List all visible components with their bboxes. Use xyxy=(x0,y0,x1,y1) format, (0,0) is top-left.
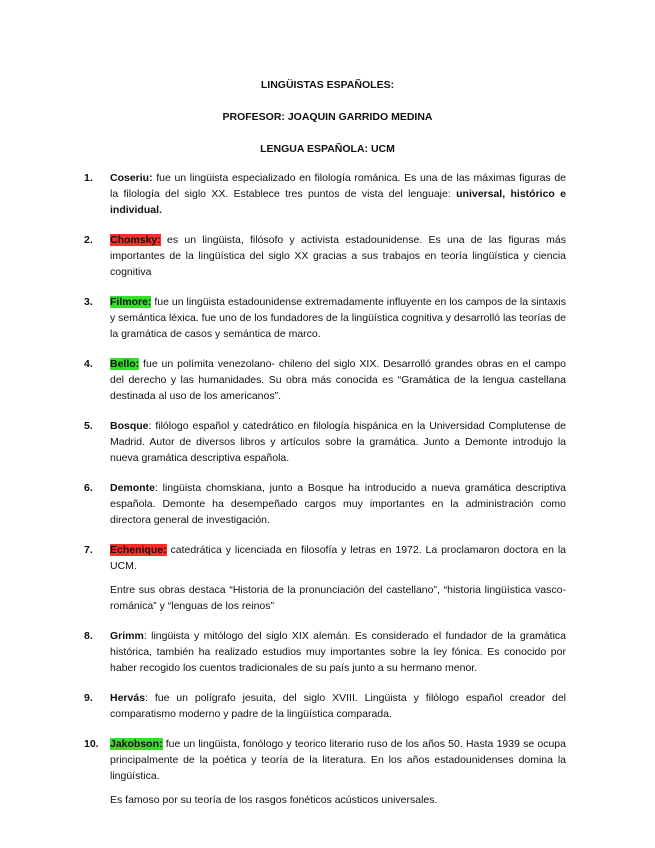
item-number: 6. xyxy=(84,482,93,494)
list-item xyxy=(84,628,566,676)
item-text: fue un polímita venezolano- chileno del siglo XIX. Desarrolló grandes obras en el campo del derecho y las humanidades. Su obra más conocida es “Gramática de la lengua castellana destinada al uso de los americanos”. xyxy=(110,358,566,402)
item-number: 2. xyxy=(84,234,93,246)
list-item xyxy=(84,542,566,614)
item-number: 1. xyxy=(84,172,93,184)
linguist-name: Chomsky: xyxy=(110,234,161,246)
linguist-name: Grimm xyxy=(110,630,144,642)
header-professor: PROFESOR: JOAQUIN GARRIDO MEDINA xyxy=(222,111,433,123)
header-title: LINGÜISTAS ESPAÑOLES: xyxy=(260,79,395,91)
linguist-name: Bosque xyxy=(110,420,149,432)
item-text: fue un lingüista, fonólogo y teorico literario ruso de los años 50. Hasta 1939 se ocupa principalmente de la poética y teoría de la literatura. En los años estadounidenses domina la lingüística. xyxy=(110,738,566,782)
linguists-list xyxy=(84,170,566,822)
item-text: fue un lingüista estadounidense extremadamente influyente en los campos de la sintaxis y semántica léxica. fue uno de los fundadores de la lingüística cognitiva y desarrolló las teorías de la gramática de casos y semántica de marco. xyxy=(110,296,566,340)
list-item xyxy=(84,170,566,218)
item-text: : filólogo español y catedrático en filología hispánica en la Universidad Complutense de Madrid. Autor de diversos libros y artículos sobre la gramática. Junto a Demonte introdujo la nueva gramática descriptiva española. xyxy=(110,420,566,464)
item-text-bold: universal, histórico e individual. xyxy=(110,188,567,216)
list-item xyxy=(84,736,566,808)
item-number: 7. xyxy=(84,544,93,556)
linguist-name: Hervás xyxy=(110,692,146,704)
list-item xyxy=(84,690,566,722)
linguist-name: Filmore: xyxy=(110,296,152,308)
item-text: : fue un polígrafo jesuita, del siglo XVIII. Lingüista y filólogo español creador del comparatismo moderno y padre de la lingüística comparada. xyxy=(110,692,566,720)
item-number: 3. xyxy=(84,296,93,308)
item-number: 9. xyxy=(84,692,93,704)
item-text: catedrática y licenciada en filosofía y letras en 1972. La proclamaron doctora en la UCM. xyxy=(110,544,566,572)
item-text: fue un lingüista especializado en filología románica. Es una de las máximas figuras de la filología del siglo XX. Establece tres puntos de vista del lenguaje: xyxy=(110,172,566,200)
linguist-name: Demonte xyxy=(110,482,155,494)
linguist-name: Bello: xyxy=(110,358,140,370)
document-header xyxy=(0,78,655,174)
list-item xyxy=(84,232,566,280)
list-item xyxy=(84,418,566,466)
item-text: : lingüista chomskiana, junto a Bosque ha introducido a nueva gramática descriptiva española. Demonte ha desempeñado cargos muy importantes en la administración como directora general de investigación. xyxy=(110,482,566,526)
item-extra-paragraph: Es famoso por su teoría de los rasgos fonéticos acústicos universales. xyxy=(110,794,438,806)
linguist-name: Coseriu: xyxy=(110,172,153,184)
linguist-name: Jakobson: xyxy=(110,738,163,750)
item-text: es un lingüista, filósofo y activista estadounidense. Es una de las figuras más importantes de la lingüística del siglo XX gracias a sus trabajos en teoría lingüística y ciencia cognitiva xyxy=(110,234,566,278)
header-course: LENGUA ESPAÑOLA: UCM xyxy=(260,143,395,155)
list-item xyxy=(84,480,566,528)
list-item xyxy=(84,356,566,404)
list-item xyxy=(84,294,566,342)
item-number: 5. xyxy=(84,420,93,432)
item-number: 8. xyxy=(84,630,93,642)
linguist-name: Echenique: xyxy=(110,544,167,556)
item-text: : lingüista y mitólogo del siglo XIX alemán. Es considerado el fundador de la gramática histórica, también ha realizado estudios muy importantes sobre la ley fónica. Es conocido por haber recogido los cuentos tradicionales de su país junto a su hermano menor. xyxy=(110,630,566,674)
item-number: 10. xyxy=(84,738,99,750)
item-number: 4. xyxy=(84,358,93,370)
item-extra-paragraph: Entre sus obras destaca “Historia de la pronunciación del castellano”, “historia lingüística vasco-románica” y “lenguas de los reinos” xyxy=(110,584,566,612)
